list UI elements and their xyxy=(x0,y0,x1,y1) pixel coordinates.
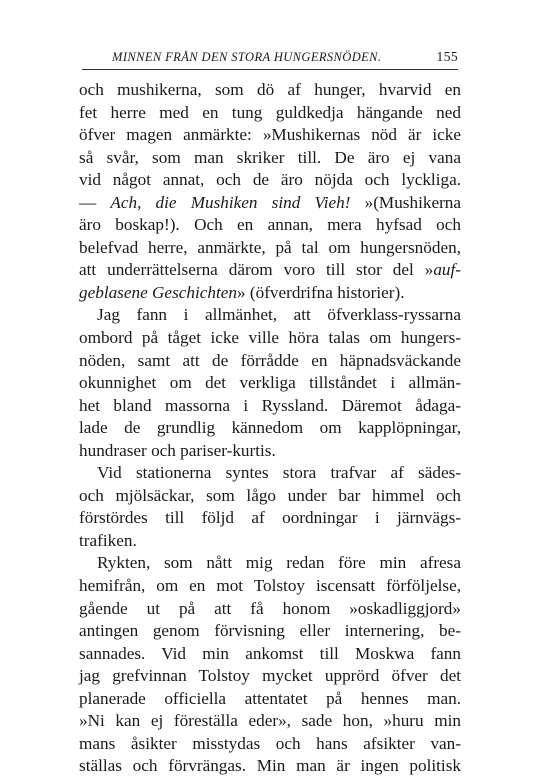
text-line xyxy=(79,755,461,778)
text-line xyxy=(79,350,461,373)
text-line xyxy=(79,417,461,440)
text-segment: att underrättelserna därom voro till stor del » xyxy=(79,260,434,280)
text-line xyxy=(79,530,461,553)
text-segment: ombord på tåget icke ville höra talas om hungers- xyxy=(79,328,461,348)
text-segment: het bland massorna i Ryssland. Däremot ådaga- xyxy=(79,395,461,415)
text-line xyxy=(79,124,461,147)
text-segment: planerade officiella attentatet på hennes man. xyxy=(79,688,461,708)
header-rule xyxy=(82,69,458,70)
text-segment: » (öfverdrifna historier). xyxy=(236,282,405,302)
text-line xyxy=(79,733,461,756)
text-line xyxy=(79,214,461,237)
text-segment: Jag fann i allmänhet, att öfverklass-ryssarna xyxy=(97,305,461,325)
text-line xyxy=(79,79,461,102)
text-segment: lade de grundlig kännedom om kapplöpningar, xyxy=(79,418,461,438)
text-line xyxy=(79,395,461,418)
text-line xyxy=(79,237,461,260)
text-segment: öfver magen anmärkte: »Mushikernas nöd är icke xyxy=(79,125,461,145)
text-segment: mans åsikter misstydas och hans afsikter van- xyxy=(79,733,461,753)
running-title: MINNEN FRÅN DEN STORA HUNGERSNÖDEN. xyxy=(112,50,382,64)
text-segment: jag grefvinnan Tolstoy mycket upprörd öfver det xyxy=(79,666,461,686)
text-segment: nöden, samt att de förrådde en häpnadsväckande xyxy=(79,350,461,370)
italic-segment: auf- xyxy=(433,260,461,280)
page-number: 155 xyxy=(436,49,458,64)
text-segment: — xyxy=(79,192,111,212)
text-segment: ställas och förvrängas. Min man är ingen politisk xyxy=(79,756,461,776)
italic-segment: Ach, die Mushiken sind Vieh! xyxy=(110,192,351,212)
text-line xyxy=(79,485,461,508)
text-line xyxy=(79,665,461,688)
text-segment: vid något annat, och de äro nöjda och lyckliga. xyxy=(79,170,461,190)
text-line xyxy=(79,643,461,666)
text-segment: »Ni kan ej föreställa eder», sade hon, »huru min xyxy=(79,711,461,731)
text-segment: antingen genom förvisning eller internering, be- xyxy=(79,621,461,641)
text-line xyxy=(79,552,461,575)
text-line xyxy=(79,598,461,621)
text-line xyxy=(79,327,461,350)
text-line xyxy=(79,507,461,530)
text-segment: Rykten, som nått mig redan före min afresa xyxy=(97,553,461,573)
text-line xyxy=(79,440,461,463)
text-segment: förstördes till följd af oordningar i järnvägs- xyxy=(79,508,461,528)
running-header xyxy=(112,48,458,68)
text-segment: okunnighet om det verkliga tillståndet i allmän- xyxy=(79,373,461,393)
text-segment: hundraser och pariser-kurtis. xyxy=(79,440,276,460)
text-segment: gående ut på att få honom »oskadliggjord» xyxy=(79,598,461,618)
text-segment: trafiken. xyxy=(79,530,137,550)
text-segment: så svår, som man skriker till. De äro ej vana xyxy=(79,147,461,167)
body-text xyxy=(79,79,461,778)
text-line xyxy=(79,710,461,733)
text-segment: »(Mushikerna xyxy=(350,192,462,212)
text-segment: Vid stationerna syntes stora trafvar af sädes- xyxy=(97,463,461,483)
text-line xyxy=(79,147,461,170)
text-line xyxy=(79,575,461,598)
text-segment: och mjölsäckar, som lågo under bar himmel och xyxy=(79,485,461,505)
text-line xyxy=(79,304,461,327)
text-segment: och mushikerna, som dö af hunger, hvarvid en xyxy=(79,80,461,99)
text-segment: sannades. Vid min ankomst till Moskwa fann xyxy=(79,643,461,663)
text-segment: äro boskap!). Och en annan, mera hyfsad och xyxy=(79,215,461,235)
text-segment: belefvad herre, anmärkte, på tal om hungersnöden, xyxy=(79,237,461,257)
text-segment: hemifrån, om en mot Tolstoy iscensatt förföljelse, xyxy=(79,576,461,596)
text-line xyxy=(79,372,461,395)
text-line xyxy=(79,620,461,643)
text-line xyxy=(79,462,461,485)
text-line xyxy=(79,192,461,215)
text-line xyxy=(79,688,461,711)
text-line xyxy=(79,102,461,125)
italic-segment: geblasene Geschichten xyxy=(79,282,237,302)
text-line xyxy=(79,259,461,282)
text-line xyxy=(79,282,461,305)
text-segment: fet herre med en tung guldkedja hängande ned xyxy=(79,102,461,122)
text-line xyxy=(79,169,461,192)
